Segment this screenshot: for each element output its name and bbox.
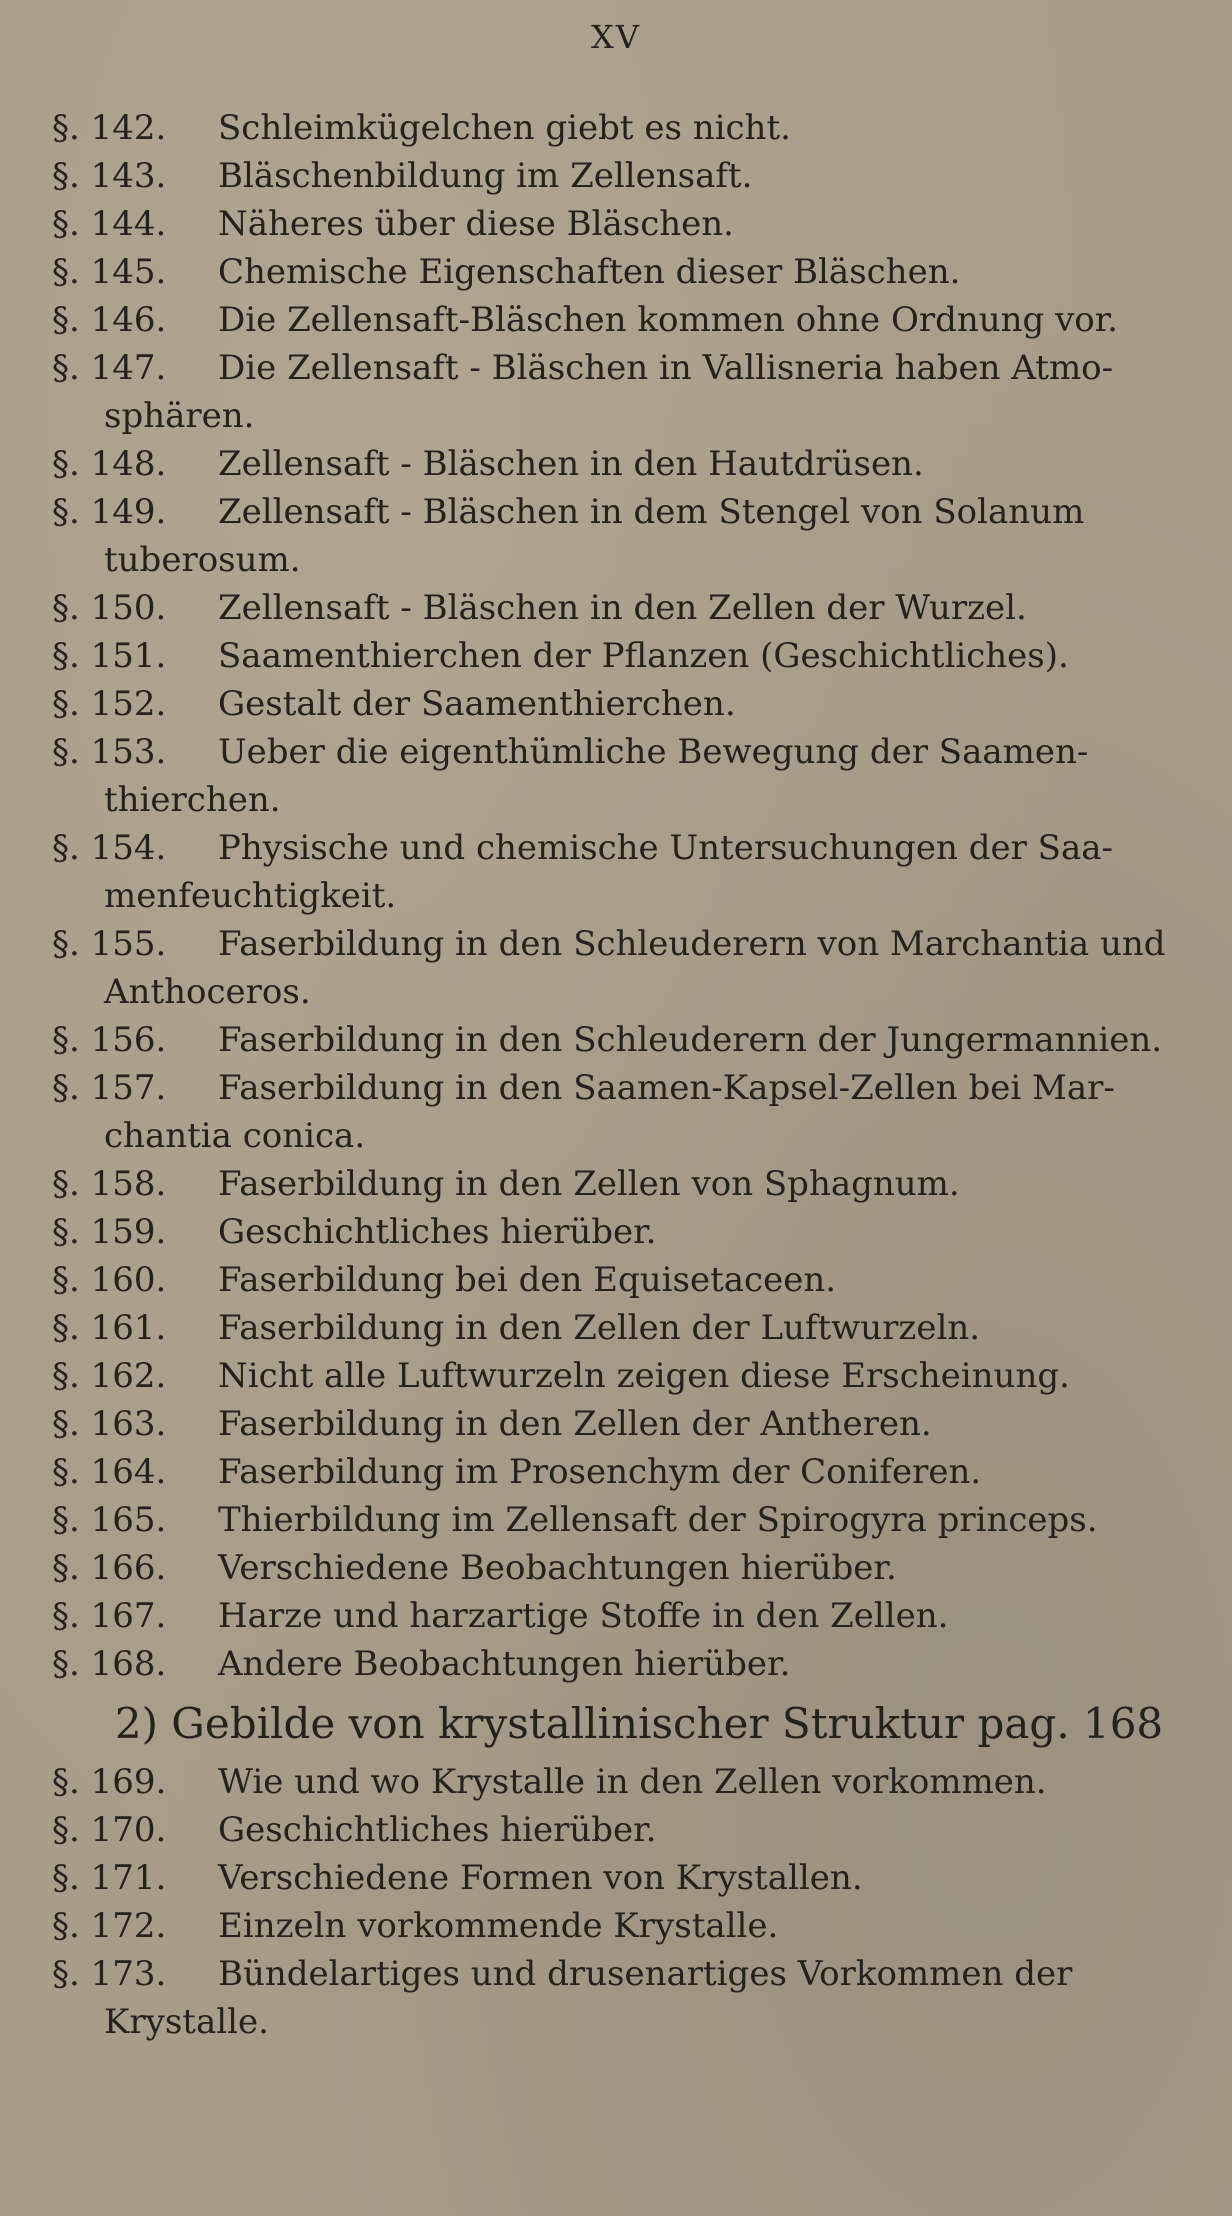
section-title-continuation: chantia conica. [104,1116,366,1156]
section-title-continuation: tuberosum. [104,540,301,580]
section-title: Zellensaft - Bläschen in den Zellen der Wurzel. [218,588,1027,628]
section-title: Die Zellensaft-Bläschen kommen ohne Ordnung vor. [218,300,1119,340]
section-number: §. 164. [52,1452,167,1492]
toc-entry [52,104,1170,152]
section-number: §. 145. [52,252,167,292]
section-number: §. 158. [52,1164,167,1204]
section-title: Faserbildung in den Zellen der Antheren. [218,1404,932,1444]
toc-entry [52,584,1170,632]
section-number: §. 162. [52,1356,167,1396]
section-title: Physische und chemische Untersuchungen der Saa- [218,828,1114,868]
toc-entry [52,728,1170,824]
page-number: XV [591,18,641,56]
section-title: Thierbildung im Zellensaft der Spirogyra princeps. [218,1500,1098,1540]
section-number: §. 169. [52,1762,167,1802]
section-heading: 2) Gebilde von krystallinischer Struktur pag. 168 [114,1699,1164,1748]
toc-entry [52,1758,1170,1806]
section-title: Ueber die eigenthümliche Bewegung der Saamen- [218,732,1089,772]
toc-entry [52,1448,1170,1496]
section-number: §. 171. [52,1858,167,1898]
toc-entry [52,440,1170,488]
section-number: §. 157. [52,1068,167,1108]
section-title: Verschiedene Beobachtungen hierüber. [218,1548,897,1588]
toc-entry [52,152,1170,200]
toc-entry [52,1854,1170,1902]
section-title: Näheres über diese Bläschen. [218,204,734,244]
section-number: §. 170. [52,1810,167,1850]
section-title: Andere Beobachtungen hierüber. [218,1644,791,1684]
section-title: Harze und harzartige Stoffe in den Zellen. [218,1596,949,1636]
entry-list [52,104,1170,1688]
section-title: Die Zellensaft - Bläschen in Vallisneria haben Atmo- [218,348,1114,388]
section-title: Geschichtliches hierüber. [218,1212,657,1252]
toc-entry [52,1352,1170,1400]
section-title: Nicht alle Luftwurzeln zeigen diese Erscheinung. [218,1356,1070,1396]
section-title: Einzeln vorkommende Krystalle. [218,1906,779,1946]
section-title: Zellensaft - Bläschen in dem Stengel von Solanum [218,492,1085,532]
section-number: §. 148. [52,444,167,484]
section-number: §. 168. [52,1644,167,1684]
section-number: §. 143. [52,156,167,196]
toc-entry [52,1016,1170,1064]
section-number: §. 153. [52,732,167,772]
section-title: Zellensaft - Bläschen in den Hautdrüsen. [218,444,924,484]
toc-entry [52,1496,1170,1544]
section-number: §. 165. [52,1500,167,1540]
section-number: §. 147. [52,348,167,388]
toc-entry [52,488,1170,584]
section-title: Faserbildung in den Zellen der Luftwurzeln. [218,1308,981,1348]
section-title-continuation: Krystalle. [104,2002,269,2042]
toc-entry [52,1592,1170,1640]
table-of-contents [52,104,1170,2046]
toc-entry [52,1208,1170,1256]
section-title: Faserbildung bei den Equisetaceen. [218,1260,837,1300]
section-number: §. 146. [52,300,167,340]
section-number: §. 159. [52,1212,167,1252]
section-number: §. 166. [52,1548,167,1588]
toc-entry [52,344,1170,440]
section-number: §. 163. [52,1404,167,1444]
toc-entry [52,1256,1170,1304]
toc-entry [52,824,1170,920]
section-number: §. 155. [52,924,167,964]
toc-entry [52,1304,1170,1352]
section-title: Verschiedene Formen von Krystallen. [218,1858,863,1898]
section-title-continuation: Anthoceros. [104,972,311,1012]
section-title-continuation: thierchen. [104,780,281,820]
section-title: Chemische Eigenschaften dieser Bläschen. [218,252,961,292]
section-title: Bündelartiges und drusenartiges Vorkommen der [218,1954,1073,1994]
toc-entry [52,248,1170,296]
toc-entry [52,200,1170,248]
toc-entry [52,920,1170,1016]
section-title: Faserbildung in den Schleuderern von Marchantia und [218,924,1166,964]
section-title: Faserbildung im Prosenchym der Coniferen. [218,1452,982,1492]
section-title: Bläschenbildung im Zellensaft. [218,156,753,196]
toc-entry [52,1400,1170,1448]
section-number: §. 156. [52,1020,167,1060]
section-number: §. 144. [52,204,167,244]
section-number: §. 154. [52,828,167,868]
section-title: Gestalt der Saamenthierchen. [218,684,736,724]
section-number: §. 142. [52,108,167,148]
section-title: Schleimkügelchen giebt es nicht. [218,108,791,148]
section-number: §. 173. [52,1954,167,1994]
toc-entry [52,680,1170,728]
section-title-continuation: menfeuchtigkeit. [104,876,397,916]
section-number: §. 150. [52,588,167,628]
section-number: §. 160. [52,1260,167,1300]
section-title: Faserbildung in den Zellen von Sphagnum. [218,1164,960,1204]
section-title: Faserbildung in den Schleuderern der Jungermannien. [218,1020,1163,1060]
section-title: Faserbildung in den Saamen-Kapsel-Zellen bei Mar- [218,1068,1115,1108]
entry-list [52,1758,1170,2046]
section-title: Wie und wo Krystalle in den Zellen vorkommen. [218,1762,1047,1802]
toc-entry [52,1160,1170,1208]
toc-entry [52,1544,1170,1592]
section-number: §. 151. [52,636,167,676]
section-number: §. 152. [52,684,167,724]
toc-entry [52,1950,1170,2046]
toc-entry [52,1640,1170,1688]
section-number: §. 167. [52,1596,167,1636]
section-number: §. 161. [52,1308,167,1348]
section-title-continuation: sphären. [104,396,255,436]
toc-entry [52,1806,1170,1854]
toc-entry [52,1064,1170,1160]
section-number: §. 149. [52,492,167,532]
section-title: Saamenthierchen der Pflanzen (Geschichtliches). [218,636,1069,676]
section-title: Geschichtliches hierüber. [218,1810,657,1850]
section-number: §. 172. [52,1906,167,1946]
toc-entry [52,1902,1170,1950]
toc-entry [52,632,1170,680]
toc-entry [52,296,1170,344]
